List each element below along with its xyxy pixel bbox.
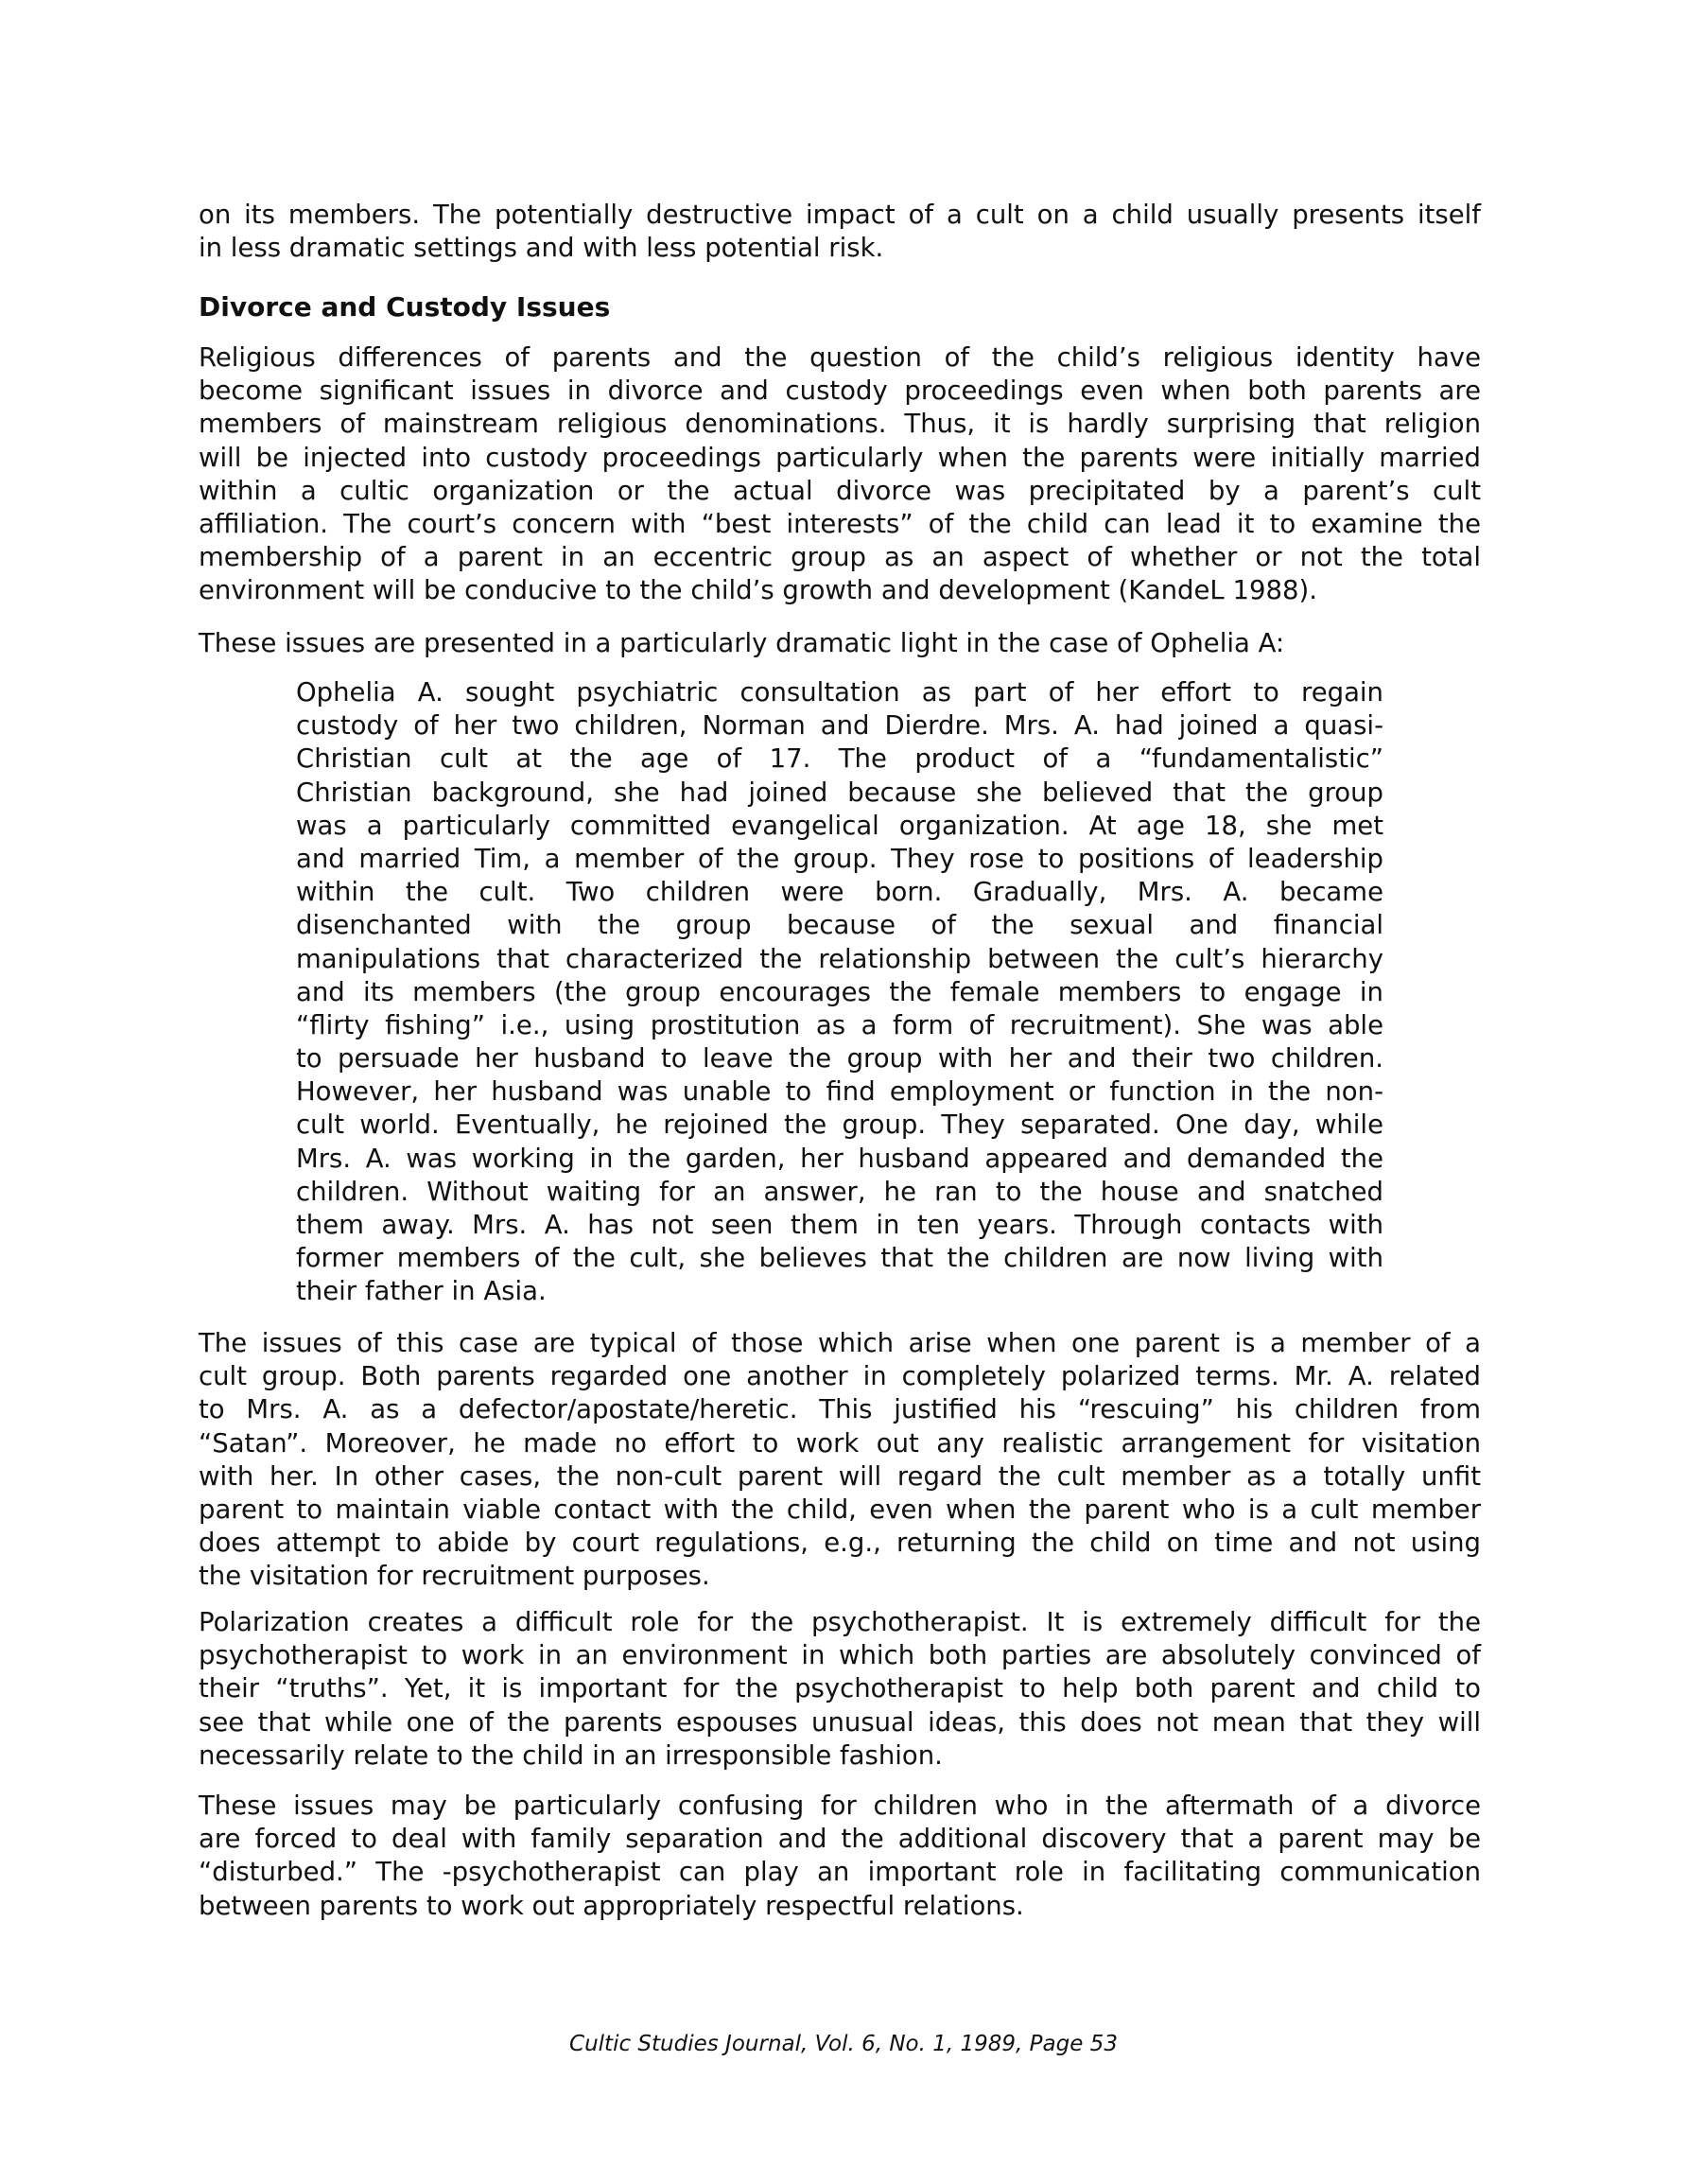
text-line: affiliation. The court’s concern with “best interests” of the child can lead it to examine the xyxy=(199,508,1481,539)
paragraph-ophelia-intro xyxy=(199,627,1481,660)
text-line: members of mainstream religious denominations. Thus, it is hardly surprising that religion xyxy=(199,409,1481,440)
text-line: the visitation for recruitment purposes. xyxy=(199,1561,710,1592)
text-line: to persuade her husband to leave the group with her and their two children. xyxy=(296,1043,1383,1075)
text-line: Christian cult at the age of 17. The product of a “fundamentalistic” xyxy=(296,743,1383,775)
text-line: children. Without waiting for an answer, he ran to the house and snatched xyxy=(296,1176,1383,1207)
text-line: in less dramatic settings and with less potential risk. xyxy=(199,233,884,264)
text-line: cult world. Eventually, he rejoined the group. They separated. One day, while xyxy=(296,1109,1383,1141)
text-line: are forced to deal with family separation and the additional discovery that a parent may be xyxy=(199,1824,1481,1855)
text-line: will be injected into custody proceedings particularly when the parents were initially married xyxy=(199,442,1481,473)
text-line: on its members. The potentially destructive impact of a cult on a child usually presents itself xyxy=(199,200,1481,230)
page-footer: Cultic Studies Journal, Vol. 6, No. 1, 1989, Page 53 xyxy=(569,2032,1118,2056)
text-line: environment will be conducive to the child’s growth and development (KandeL 1988). xyxy=(199,575,1317,606)
paragraph-religious-differences xyxy=(199,341,1481,608)
text-line: them away. Mrs. A. has not seen them in ten years. Through contacts with xyxy=(296,1210,1383,1240)
text-line: within the cult. Two children were born. Gradually, Mrs. A. became xyxy=(296,877,1383,908)
text-line: cult group. Both parents regarded one another in completely polarized terms. Mr. A. related xyxy=(199,1361,1481,1392)
text-line: and married Tim, a member of the group. They rose to positions of leadership xyxy=(296,843,1383,874)
text-line: see that while one of the parents espouses unusual ideas, this does not mean that they will xyxy=(199,1706,1481,1738)
text-line: “disturbed.” The -psychotherapist can play an important role in facilitating communication xyxy=(199,1857,1481,1888)
text-line: former members of the cult, she believes that the children are now living with xyxy=(296,1243,1383,1274)
text-line: necessarily relate to the child in an irresponsible fashion. xyxy=(199,1739,943,1771)
text-line: manipulations that characterized the relationship between the cult’s hierarchy xyxy=(296,943,1383,974)
text-line: custody of her two children, Norman and Dierdre. Mrs. A. had joined a quasi- xyxy=(296,710,1383,742)
text-line: “flirty fishing” i.e., using prostitution as a form of recruitment). She was able xyxy=(296,1009,1383,1040)
section-heading: Divorce and Custody Issues xyxy=(199,291,611,323)
text-line: These issues are presented in a particularly dramatic light in the case of Ophelia A: xyxy=(199,628,1285,658)
text-line: disenchanted with the group because of the sexual and financial xyxy=(296,910,1383,941)
text-line: psychotherapist to work in an environment in which both parties are absolutely convinced of xyxy=(199,1640,1481,1671)
text-line: between parents to work out appropriately respectful relations. xyxy=(199,1890,1024,1921)
text-line: Mrs. A. was working in the garden, her husband appeared and demanded the xyxy=(296,1143,1383,1174)
paragraph-case-issues xyxy=(199,1327,1481,1594)
text-line: membership of a parent in an eccentric group as an aspect of whether or not the total xyxy=(199,542,1481,573)
text-line: their “truths”. Yet, it is important for the psychotherapist to help both parent and child to xyxy=(199,1673,1481,1704)
text-line: with her. In other cases, the non-cult parent will regard the cult member as a totally unfit xyxy=(199,1460,1481,1492)
intro-paragraph xyxy=(199,199,1481,265)
text-line: parent to maintain viable contact with the child, even when the parent who is a cult member xyxy=(199,1494,1481,1525)
text-line: Christian background, she had joined because she believed that the group xyxy=(296,777,1383,808)
paragraph-confusing-for-children xyxy=(199,1790,1481,1923)
text-line: and its members (the group encourages the female members to engage in xyxy=(296,976,1383,1007)
block-quote-ophelia-case xyxy=(296,676,1383,1309)
text-line: The issues of this case are typical of those which arise when one parent is a member of a xyxy=(199,1328,1481,1358)
text-line: their father in Asia. xyxy=(296,1276,547,1307)
text-line: to Mrs. A. as a defector/apostate/heretic. This justified his “rescuing” his children from xyxy=(199,1394,1481,1425)
text-line: “Satan”. Moreover, he made no effort to work out any realistic arrangement for visitation xyxy=(199,1427,1481,1459)
text-line: These issues may be particularly confusing for children who in the aftermath of a divorce xyxy=(199,1791,1481,1821)
text-line: Polarization creates a difficult role for the psychotherapist. It is extremely difficult for the xyxy=(199,1607,1481,1637)
text-line: was a particularly committed evangelical organization. At age 18, she met xyxy=(296,810,1383,841)
text-line: Religious differences of parents and the question of the child’s religious identity have xyxy=(199,342,1481,373)
paragraph-polarization xyxy=(199,1606,1481,1773)
text-line: become significant issues in divorce and custody proceedings even when both parents are xyxy=(199,376,1481,407)
text-line: Ophelia A. sought psychiatric consultation as part of her effort to regain xyxy=(296,677,1383,708)
text-line: does attempt to abide by court regulations, e.g., returning the child on time and not using xyxy=(199,1528,1481,1559)
text-line: However, her husband was unable to find employment or function in the non- xyxy=(296,1076,1383,1108)
text-line: within a cultic organization or the actual divorce was precipitated by a parent’s cult xyxy=(199,475,1481,506)
